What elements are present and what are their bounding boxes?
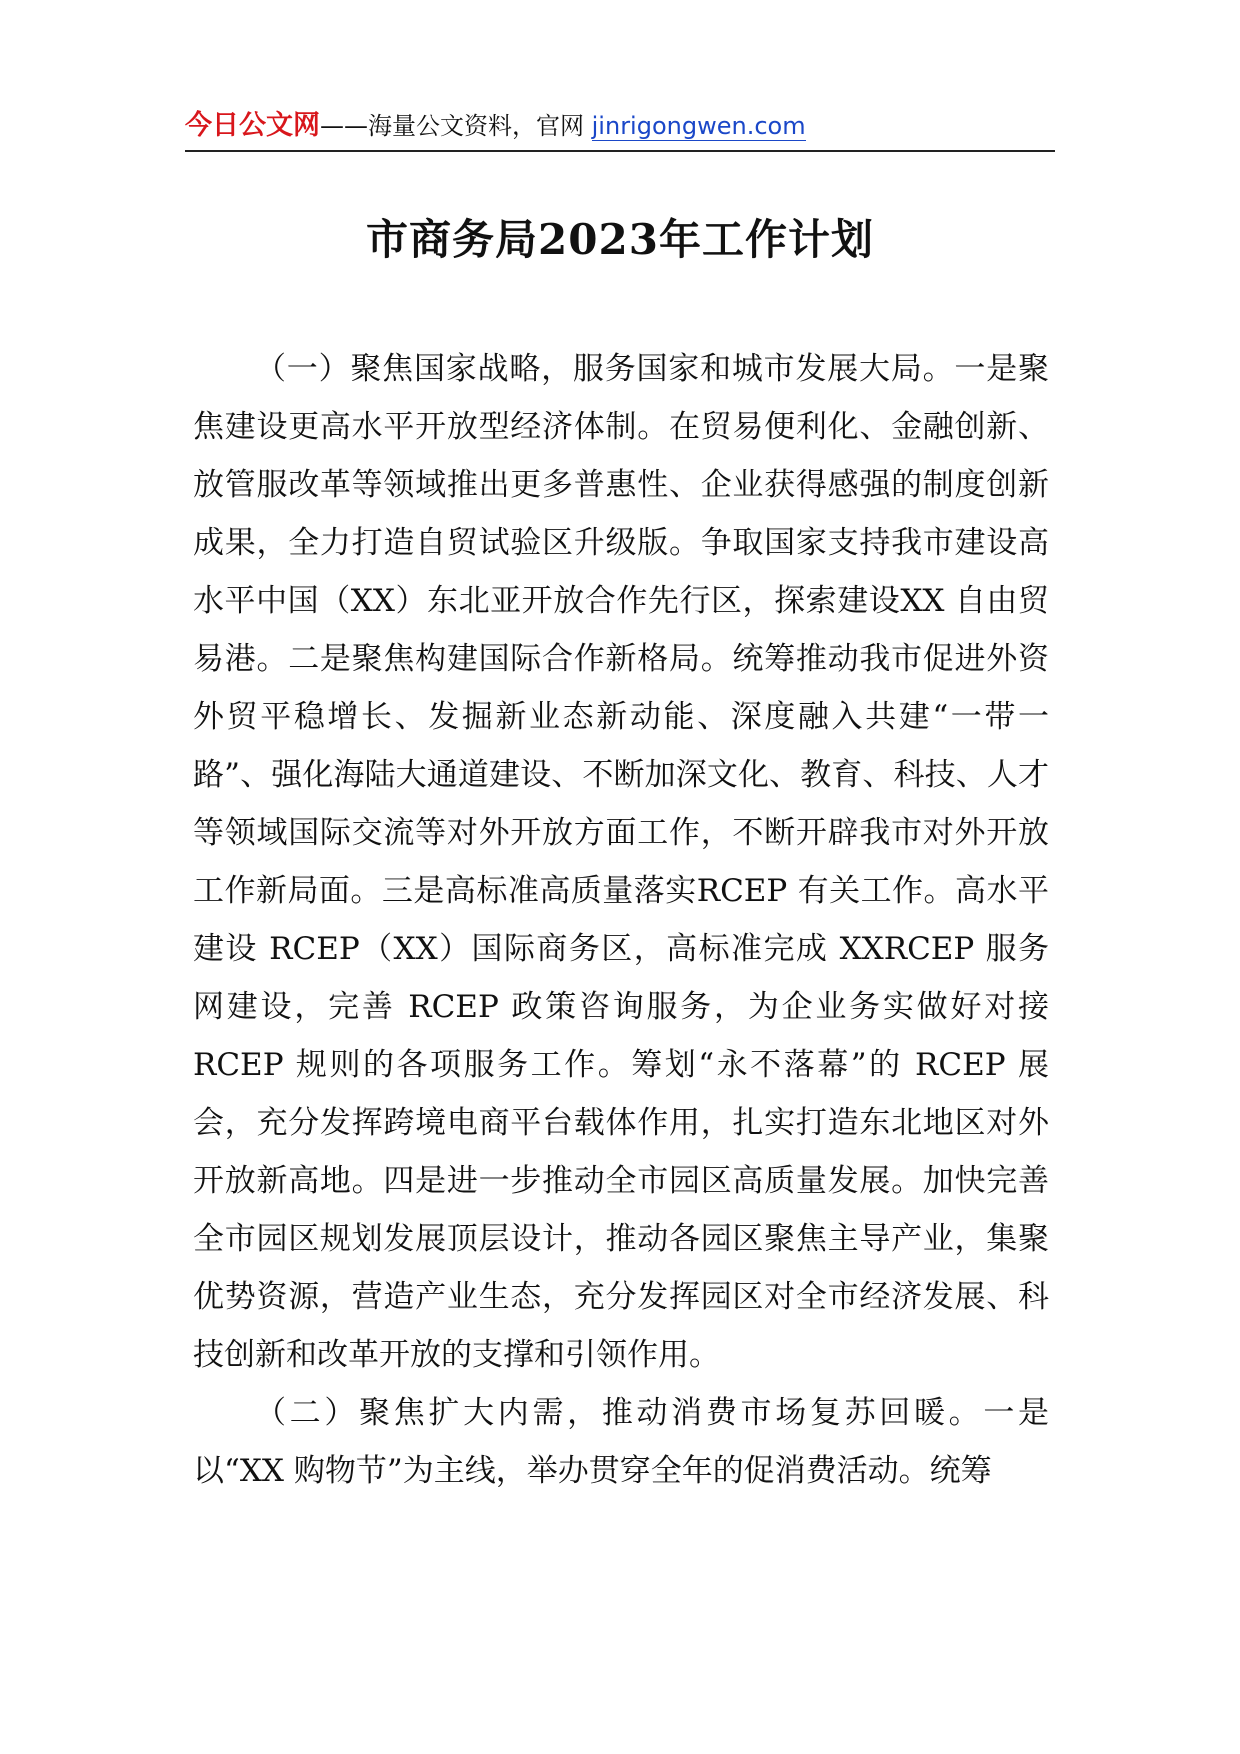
site-header <box>185 104 1055 148</box>
site-brand[interactable]: 今日公文网 <box>185 110 320 141</box>
document-body <box>193 340 1049 1500</box>
site-link[interactable]: jinrigongwen.com <box>591 112 806 140</box>
header-divider <box>185 150 1055 152</box>
header-separator: —— <box>320 112 368 140</box>
document-title: 市商务局2023年工作计划 <box>366 215 874 264</box>
paragraph: （一）聚焦国家战略，服务国家和城市发展大局。一是聚焦建设更高水平开放型经济体制。在贸易便利化、金融创新、放管服改革等领域推出更多普惠性、企业获得感强的制度创新成果，全力打造自贸试验区升级版。争取国家支持我市建设高水平中国（XX）东北亚开放合作先行区，探索建设XX 自由贸易港。二是聚焦构建国际合作新格局。统筹推动我市促进外资外贸平稳增长、发掘新业态新动能、深度融入共建“一带一路”、强化海陆大通道建设、不断加深文化、教育、科技、人才等领域国际交流等对外开放方面工作，不断开辟我市对外开放工作新局面。三是高标准高质量落实RCEP 有关工作。高水平建设 RCEP（XX）国际商务区，高标准完成 XXRCEP 服务网建设，完善 RCEP 政策咨询服务，为企业务实做好对接 RCEP 规则的各项服务工作。筹划“永不落幕”的 RCEP 展会，充分发挥跨境电商平台载体作用，扎实打造东北地区对外开放新高地。四是进一步推动全市园区高质量发展。加快完善全市园区规划发展顶层设计，推动各园区聚焦主导产业，集聚优势资源，营造产业生态，充分发挥园区对全市经济发展、科技创新和改革开放的支撑和引领作用。 <box>193 351 1049 1373</box>
paragraph: （二）聚焦扩大内需，推动消费市场复苏回暖。一是以“XX 购物节”为主线，举办贯穿全年的促消费活动。统筹 <box>193 1395 1049 1489</box>
header-tagline: 海量公文资料，官网 <box>368 112 592 140</box>
